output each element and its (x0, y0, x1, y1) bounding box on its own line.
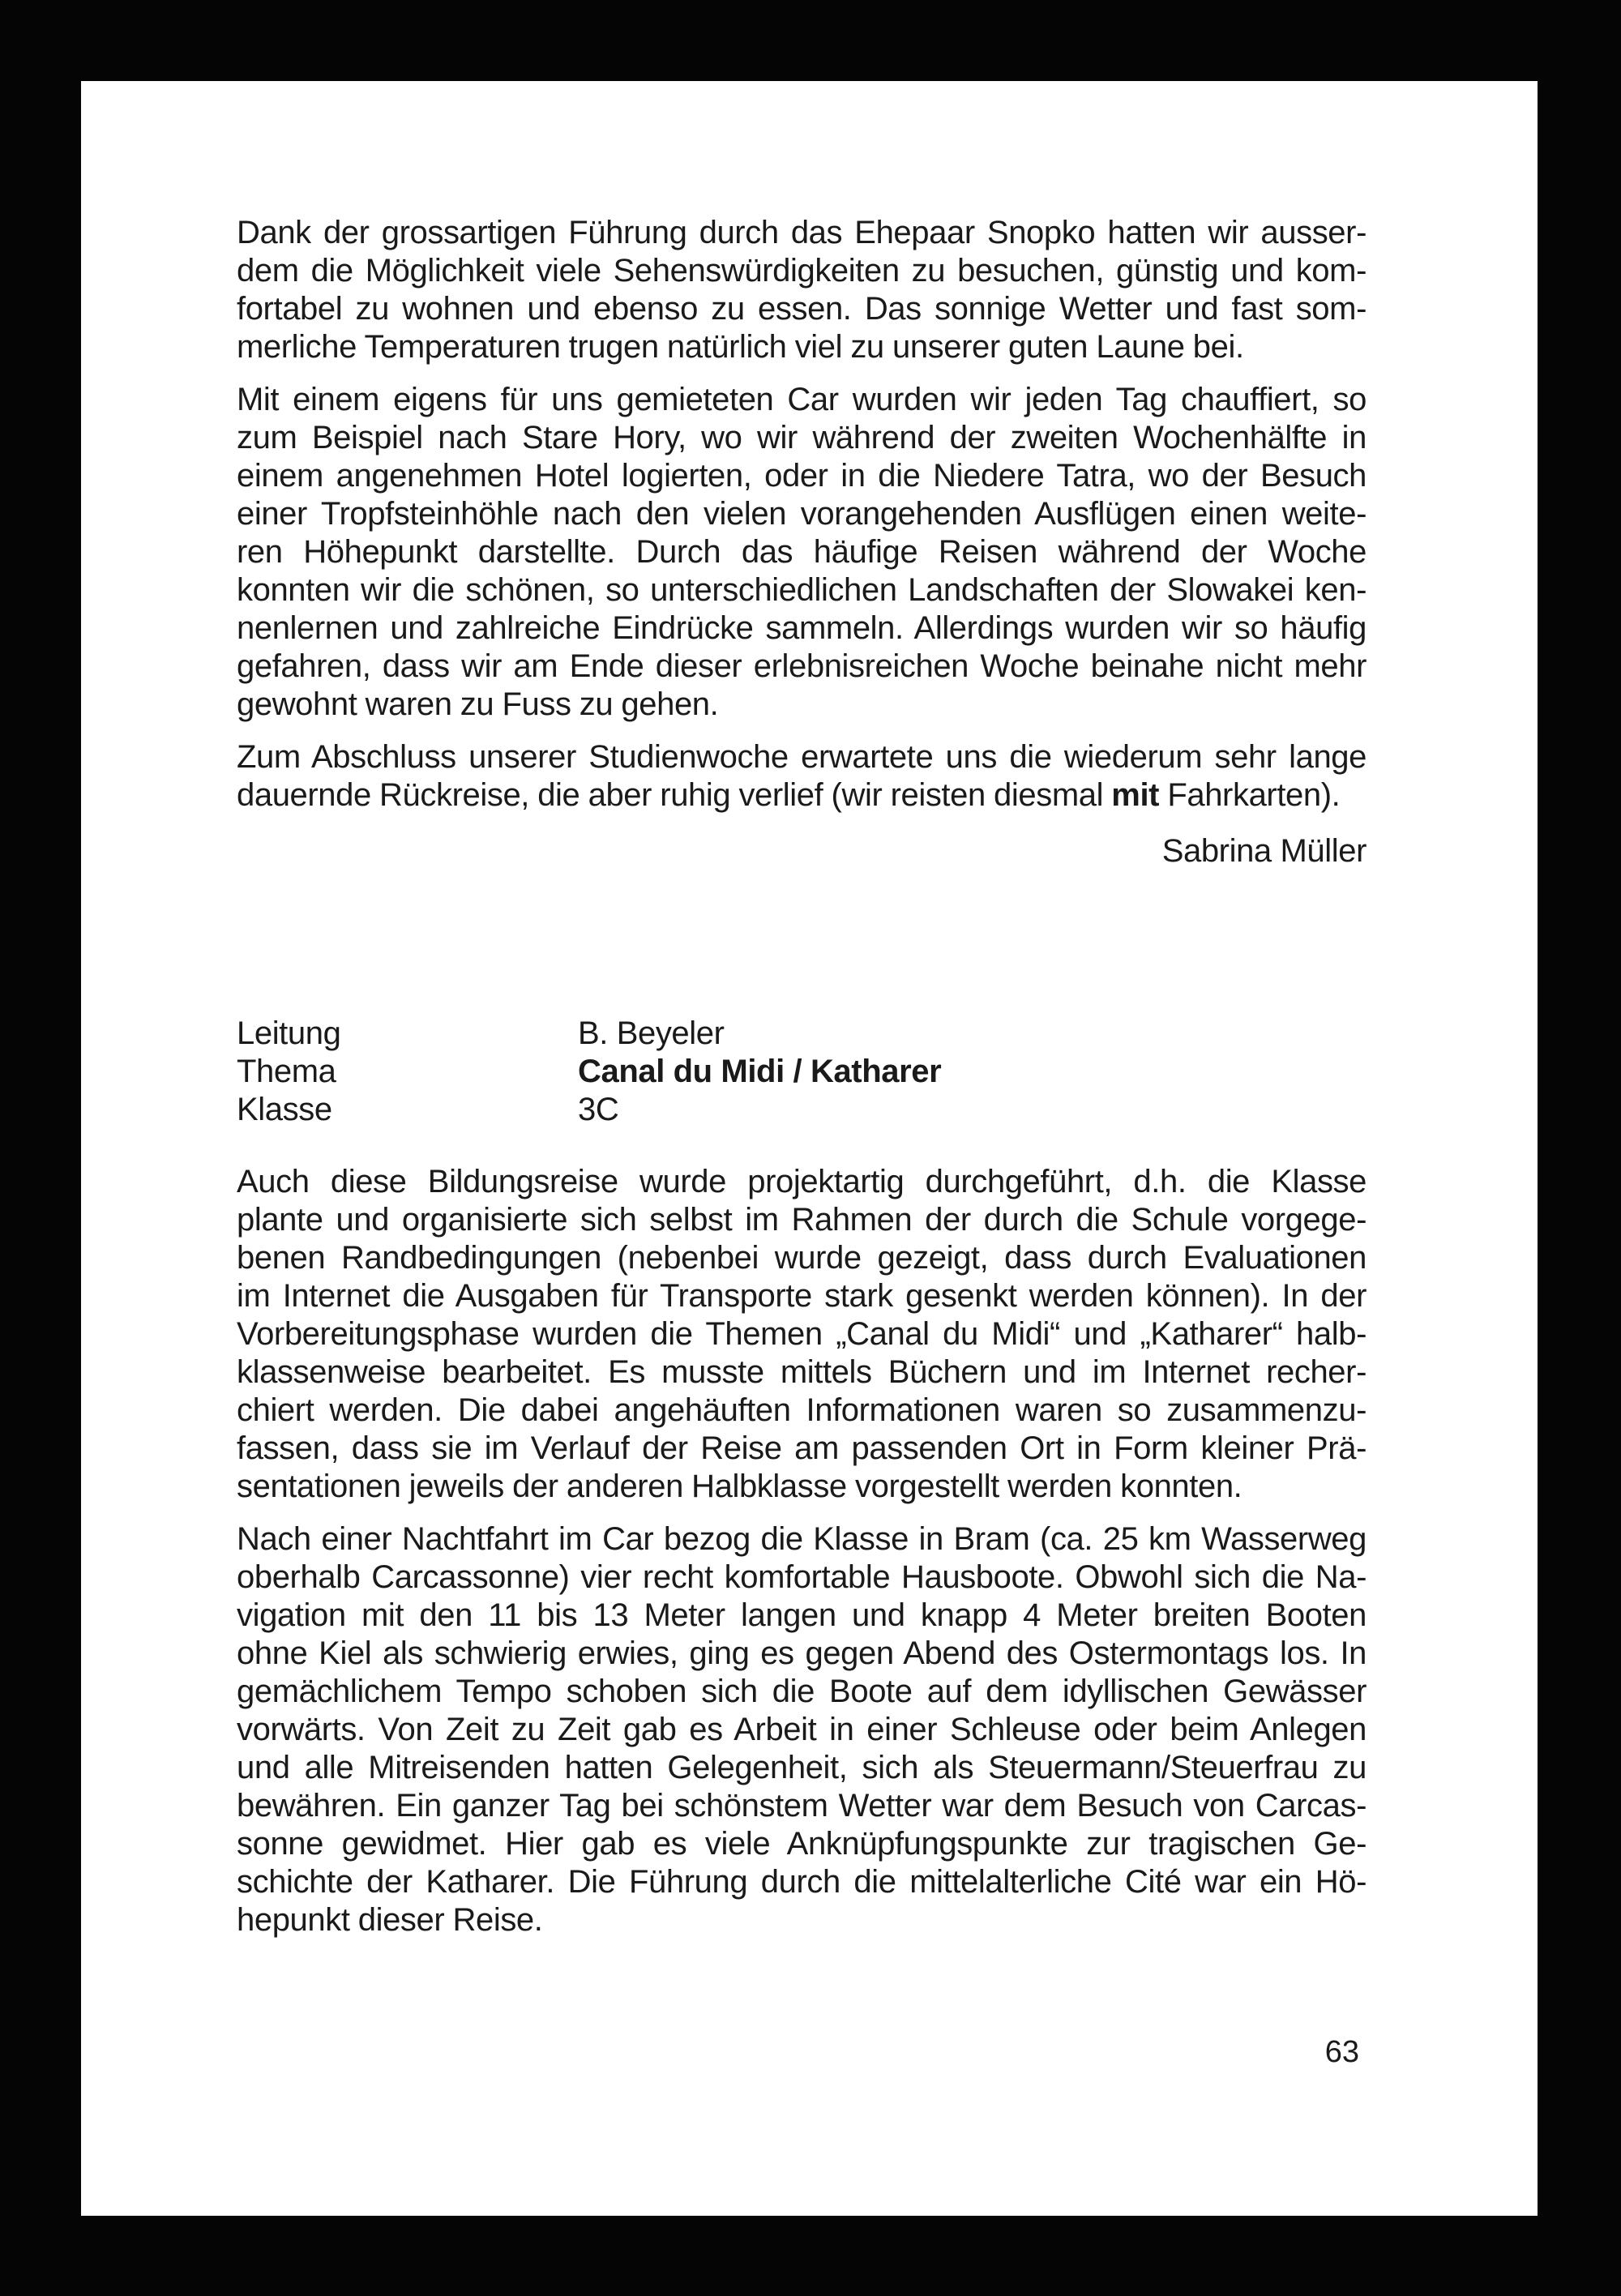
text-line: Mit einem eigens für uns gemieteten Car wurden wir jeden Tag chauffiert, so (237, 382, 1367, 417)
text-line: Vorbereitungsphase wurden die Themen „Canal du Midi“ und „Katharer“ halb- (237, 1316, 1367, 1352)
meta-value-topic: Canal du Midi / Katharer (578, 1054, 942, 1089)
text-line: Nach einer Nachtfahrt im Car bezog die Klasse in Bram (ca. 25 km Wasserweg (237, 1521, 1367, 1557)
document-page (81, 81, 1538, 2216)
text-line: fassen, dass sie im Verlauf der Reise am passenden Ort in Form kleiner Prä- (237, 1430, 1367, 1466)
emphasis-text: mit (1111, 777, 1160, 813)
page-number: 63 (1324, 2035, 1359, 2069)
text-line: ohne Kiel als schwierig erwies, ging es gegen Abend des Ostermontags los. In (237, 1635, 1367, 1671)
text-line: plante und organisierte sich selbst im Rahmen der durch die Schule vorgege- (237, 1202, 1367, 1238)
paragraph (237, 381, 1367, 724)
meta-row-klasse (237, 1091, 1367, 1129)
text-segment: dauernde Rückreise, die aber ruhig verlief (wir reisten diesmal (237, 777, 1112, 813)
text-line: Dank der grossartigen Führung durch das Ehepaar Snopko hatten wir ausser- (237, 215, 1367, 250)
text-line: sentationen jeweils der anderen Halbklasse vorgestellt werden konnten. (237, 1469, 1242, 1504)
text-line: chiert werden. Die dabei angehäuften Informationen waren so zusammenzu- (237, 1392, 1367, 1428)
text-line: und alle Mitreisenden hatten Gelegenheit, sich als Steuermann/Steuerfrau zu (237, 1750, 1367, 1785)
meta-label: Leitung (237, 1015, 341, 1051)
text-line: ren Höhepunkt darstellte. Durch das häufige Reisen während der Woche (237, 534, 1367, 570)
paragraph (237, 1163, 1367, 1506)
text-line: Zum Abschluss unserer Studienwoche erwartete uns die wiederum sehr lange (237, 739, 1367, 775)
text-line: bewähren. Ein ganzer Tag bei schönstem Wetter war dem Besuch von Carcas- (237, 1788, 1367, 1824)
text-line: oberhalb Carcassonne) vier recht komfortable Hausboote. Obwohl sich die Na- (237, 1559, 1367, 1595)
text-line (237, 776, 1367, 815)
text-line: einem angenehmen Hotel logierten, oder in die Niedere Tatra, wo der Besuch (237, 458, 1367, 494)
paragraph (237, 214, 1367, 366)
text-line: nenlernen und zahlreiche Eindrücke sammeln. Allerdings wurden wir so häufig (237, 610, 1367, 646)
text-line: konnten wir die schönen, so unterschiedlichen Landschaften der Slowakei ken- (237, 572, 1367, 608)
meta-label: Thema (237, 1054, 336, 1089)
meta-value-class: 3C (578, 1092, 619, 1127)
text-line: hepunkt dieser Reise. (237, 1902, 543, 1938)
text-line: benen Randbedingungen (nebenbei wurde gezeigt, dass durch Evaluationen (237, 1240, 1367, 1276)
text-line: gemächlichem Tempo schoben sich die Boote auf dem idyllischen Gewässer (237, 1674, 1367, 1709)
page-content (237, 214, 1367, 1954)
text-line: dem die Möglichkeit viele Sehenswürdigkeiten zu besuchen, günstig und kom- (237, 253, 1367, 289)
meta-row-leitung (237, 1015, 1367, 1053)
text-line: klassenweise bearbeitet. Es musste mittels Büchern und im Internet recher- (237, 1354, 1367, 1390)
text-line: gewohnt waren zu Fuss zu gehen. (237, 686, 719, 722)
text-line: fortabel zu wohnen und ebenso zu essen. Das sonnige Wetter und fast som- (237, 291, 1367, 327)
text-line: sonne gewidmet. Hier gab es viele Anknüpfungspunkte zur tragischen Ge- (237, 1826, 1367, 1862)
author-signature: Sabrina Müller (1161, 833, 1367, 869)
text-line: merliche Temperaturen trugen natürlich viel zu unserer guten Laune bei. (237, 329, 1244, 365)
paragraph (237, 1520, 1367, 1939)
meta-label: Klasse (237, 1092, 332, 1127)
meta-value-leader: B. Beyeler (578, 1015, 725, 1051)
text-line: vorwärts. Von Zeit zu Zeit gab es Arbeit in einer Schleuse oder beim Anlegen (237, 1712, 1367, 1747)
trip-meta-table (237, 1015, 1367, 1129)
section-slowakei-report (237, 214, 1367, 870)
text-line: schichte der Katharer. Die Führung durch die mittelalterliche Cité war ein Hö- (237, 1864, 1367, 1900)
text-line: im Internet die Ausgaben für Transporte stark gesenkt werden können). In der (237, 1278, 1367, 1314)
section-canal-du-midi (237, 1015, 1367, 1939)
meta-row-thema (237, 1053, 1367, 1091)
text-line: vigation mit den 11 bis 13 Meter langen und knapp 4 Meter breiten Booten (237, 1597, 1367, 1633)
paragraph (237, 738, 1367, 815)
text-line: einer Tropfsteinhöhle nach den vielen vorangehenden Ausflügen einen weite- (237, 496, 1367, 532)
text-line: Auch diese Bildungsreise wurde projektartig durchgeführt, d.h. die Klasse (237, 1164, 1367, 1199)
text-line: gefahren, dass wir am Ende dieser erlebnisreichen Woche beinahe nicht mehr (237, 648, 1367, 684)
text-segment: Fahrkarten). (1159, 777, 1341, 813)
text-line: zum Beispiel nach Stare Hory, wo wir während der zweiten Wochenhälfte in (237, 420, 1367, 455)
